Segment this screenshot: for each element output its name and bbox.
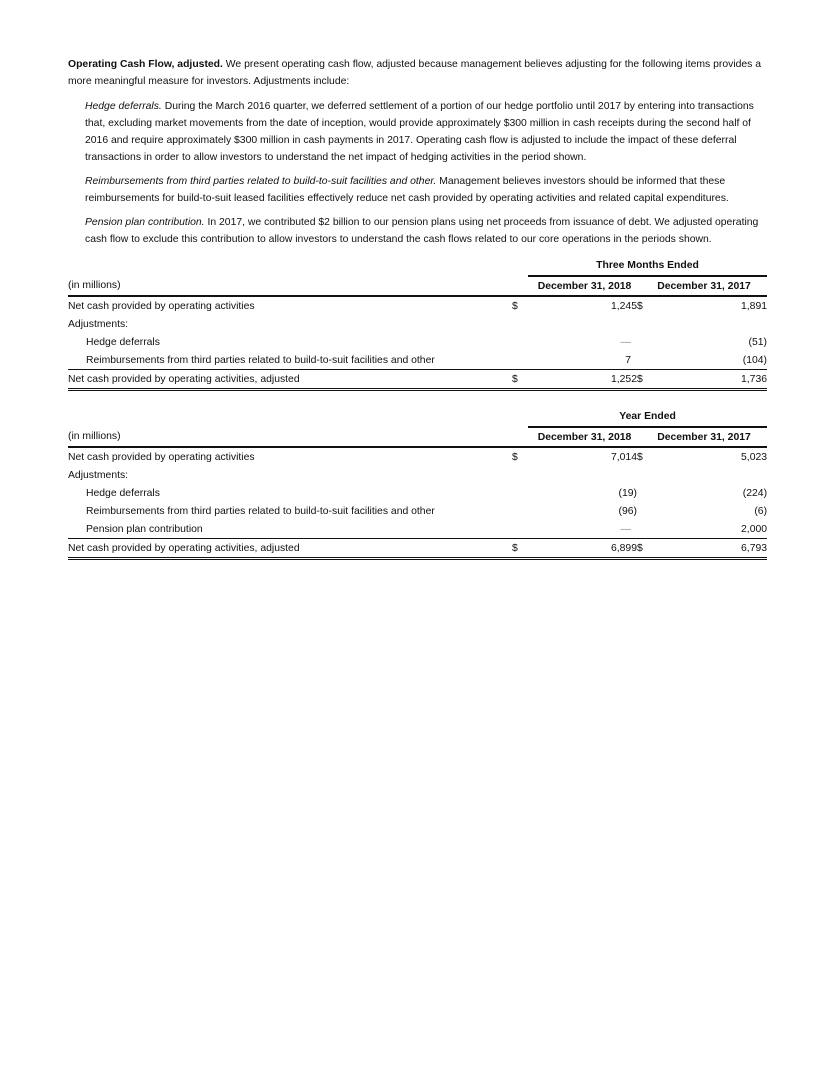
item-text: Management believes investors should be informed that these reimbursements for build-to-suit leased facilities effectively reduce net cash provided by operating activities and related capital expenditures. [85,176,729,204]
table-row: Hedge deferrals (19) (224) [86,487,768,499]
table-group-header [68,255,767,276]
table-total-row: Net cash provided by operating activities, adjusted $ 6,899 $ 6,793 [68,539,767,559]
item-text: During the March 2016 quarter, we deferred settlement of a portion of our hedge portfolio until 2017 by entering into transactions that, excluding market movements from the date of inception, would provide approximately $300 million in cash receipts during the second half of 2016 and require approximately $300 million in cash payments in 2017. Operating cash flow is adjusted to include the impact of these deferral transactions in order to allow investors to understand the net impact of hedging activities in the period shown. [85,101,754,163]
column-header-2018: December 31, 2018 [528,427,641,447]
table-group-header [68,406,767,427]
hedge-deferrals-paragraph [85,98,768,166]
intro-text: We present operating cash flow, adjusted because management believes adjusting for the following items provides a more meaningful measure for investors. Adjustments include: [68,59,762,87]
table-row: Reimbursements from third parties related to build-to-suit facilities and other 7 (104) [86,354,768,366]
column-header-2018: December 31, 2018 [528,276,641,296]
table-row: Hedge deferrals — (51) [86,336,768,348]
column-header-2017: December 31, 2017 [641,427,767,447]
intro-paragraph [68,56,768,90]
table-row: Reimbursements from third parties related to build-to-suit facilities and other (96) (6) [86,505,768,517]
group-title: Year Ended [528,406,767,427]
item-title: Hedge deferrals. [85,101,162,112]
three-months-table [68,255,767,391]
pension-paragraph [85,214,768,248]
table-row: Adjustments: [68,318,129,330]
group-title: Three Months Ended [528,255,767,276]
table-row: Adjustments: [68,469,129,481]
table-column-header [68,427,767,447]
table-row: Net cash provided by operating activities $ 7,014 $ 5,023 [68,451,768,463]
table-row: Pension plan contribution — 2,000 [86,523,768,535]
year-ended-table [68,406,767,560]
item-title: Pension plan contribution. [85,217,205,228]
table-row: Net cash provided by operating activities $ 1,245 $ 1,891 [68,300,768,312]
column-header-2017: December 31, 2017 [641,276,767,296]
unit-label: (in millions) [68,276,512,296]
item-title: Reimbursements from third parties related to build-to-suit facilities and other. [85,176,437,187]
unit-label: (in millions) [68,427,512,447]
item-text: In 2017, we contributed $2 billion to our pension plans using net proceeds from issuance of debt. We adjusted operating cash flow to exclude this contribution to allow investors to understand the cash flows related to our core operations in the periods shown. [85,217,759,245]
table-total-row: Net cash provided by operating activities, adjusted $ 1,252 $ 1,736 [68,370,767,390]
intro-heading: Operating Cash Flow, adjusted. [68,59,223,70]
table-column-header [68,276,767,296]
reimbursements-paragraph [85,173,768,207]
document-page [68,56,768,560]
